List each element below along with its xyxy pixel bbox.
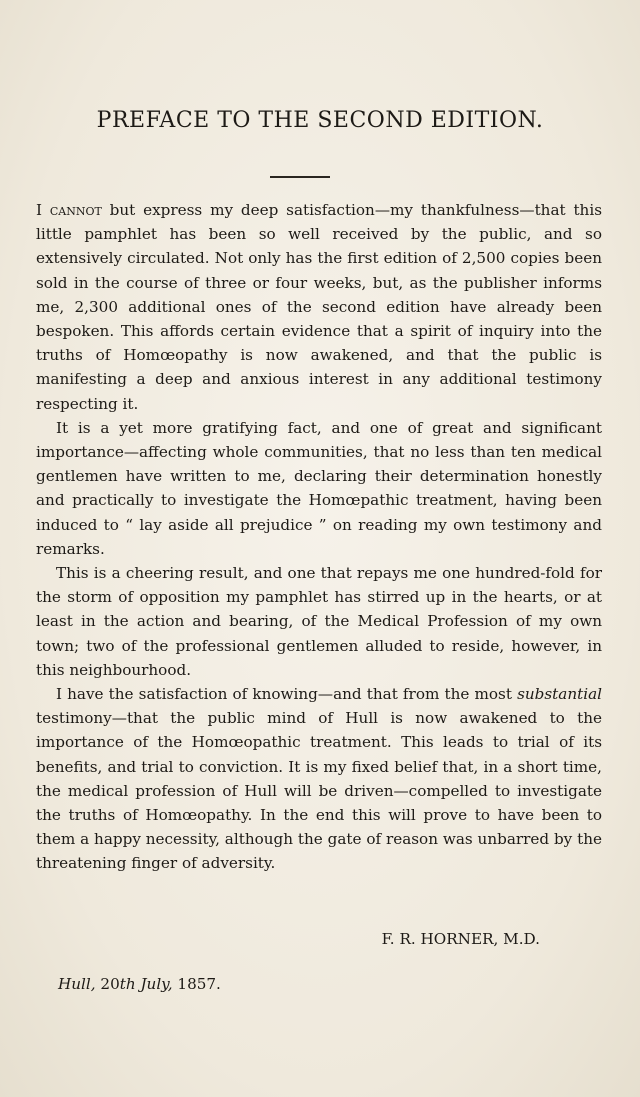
dateline — [58, 975, 221, 993]
preface-body — [36, 198, 602, 876]
paragraph-4 — [36, 682, 602, 876]
page-title: PREFACE TO THE SECOND EDITION. — [96, 108, 544, 133]
emphasis-word: substantial — [517, 685, 602, 704]
paragraph-4-text-b: testimony—that the public mind of Hull is now awakened to the importance of the Homœopathic treatment. This leads to trial of its benefits, and trial to conviction. It is my fixed belief that, in a short time, the medical profession of Hull will be driven—compelled to investigate the truths of Homœopathy. In the end this will prove to have been to them a happy necessity, although the gate of reason was unbarred by the threatening finger of adversity. — [36, 709, 602, 873]
title-divider — [270, 176, 330, 178]
author-signature: F. R. HORNER, M.D. — [381, 930, 540, 948]
dateline-year: 1857. — [177, 975, 221, 993]
paragraph-1-text: but express my deep satisfaction—my thankfulness—that this little pamphlet has been so well received by the public, and so extensively circulated. Not only has the first edition of 2,500 copies been sold in the course of three or four weeks, but, as the publisher informs me, 2,300 additional ones of the second edition have already been bespoken. This affords certain evidence that a spirit of inquiry into the truths of Homœopathy is now awakened, and that the public is manifesting a deep and anxious interest in any additional testimony respecting it. — [36, 201, 602, 413]
paragraph-1 — [36, 198, 602, 416]
dateline-month: th July, — [119, 975, 173, 993]
dateline-place: Hull, — [58, 975, 96, 993]
drop-lead-text: I cannot — [36, 201, 102, 219]
paragraph-2: It is a yet more gratifying fact, and one of great and significant importance—affecting whole communities, that no less than ten medical gentlemen have written to me, declaring their determination honestly and practically to investigate the Homœpathic treatment, having been induced to “ lay aside all prejudice ” on reading my own testimony and remarks. — [36, 418, 602, 558]
paragraph-4-text-a: I have the satisfaction of knowing—and that from the most — [56, 685, 518, 704]
paragraph-3: This is a cheering result, and one that repays me one hundred-fold for the storm of opposition my pamphlet has stirred up in the hearts, or at least in the action and bearing, of the Medical Profession of my own town; two of the professional gentlemen alluded to reside, however, in this neighbourhood. — [36, 564, 602, 679]
dateline-day: 20 — [100, 975, 120, 993]
